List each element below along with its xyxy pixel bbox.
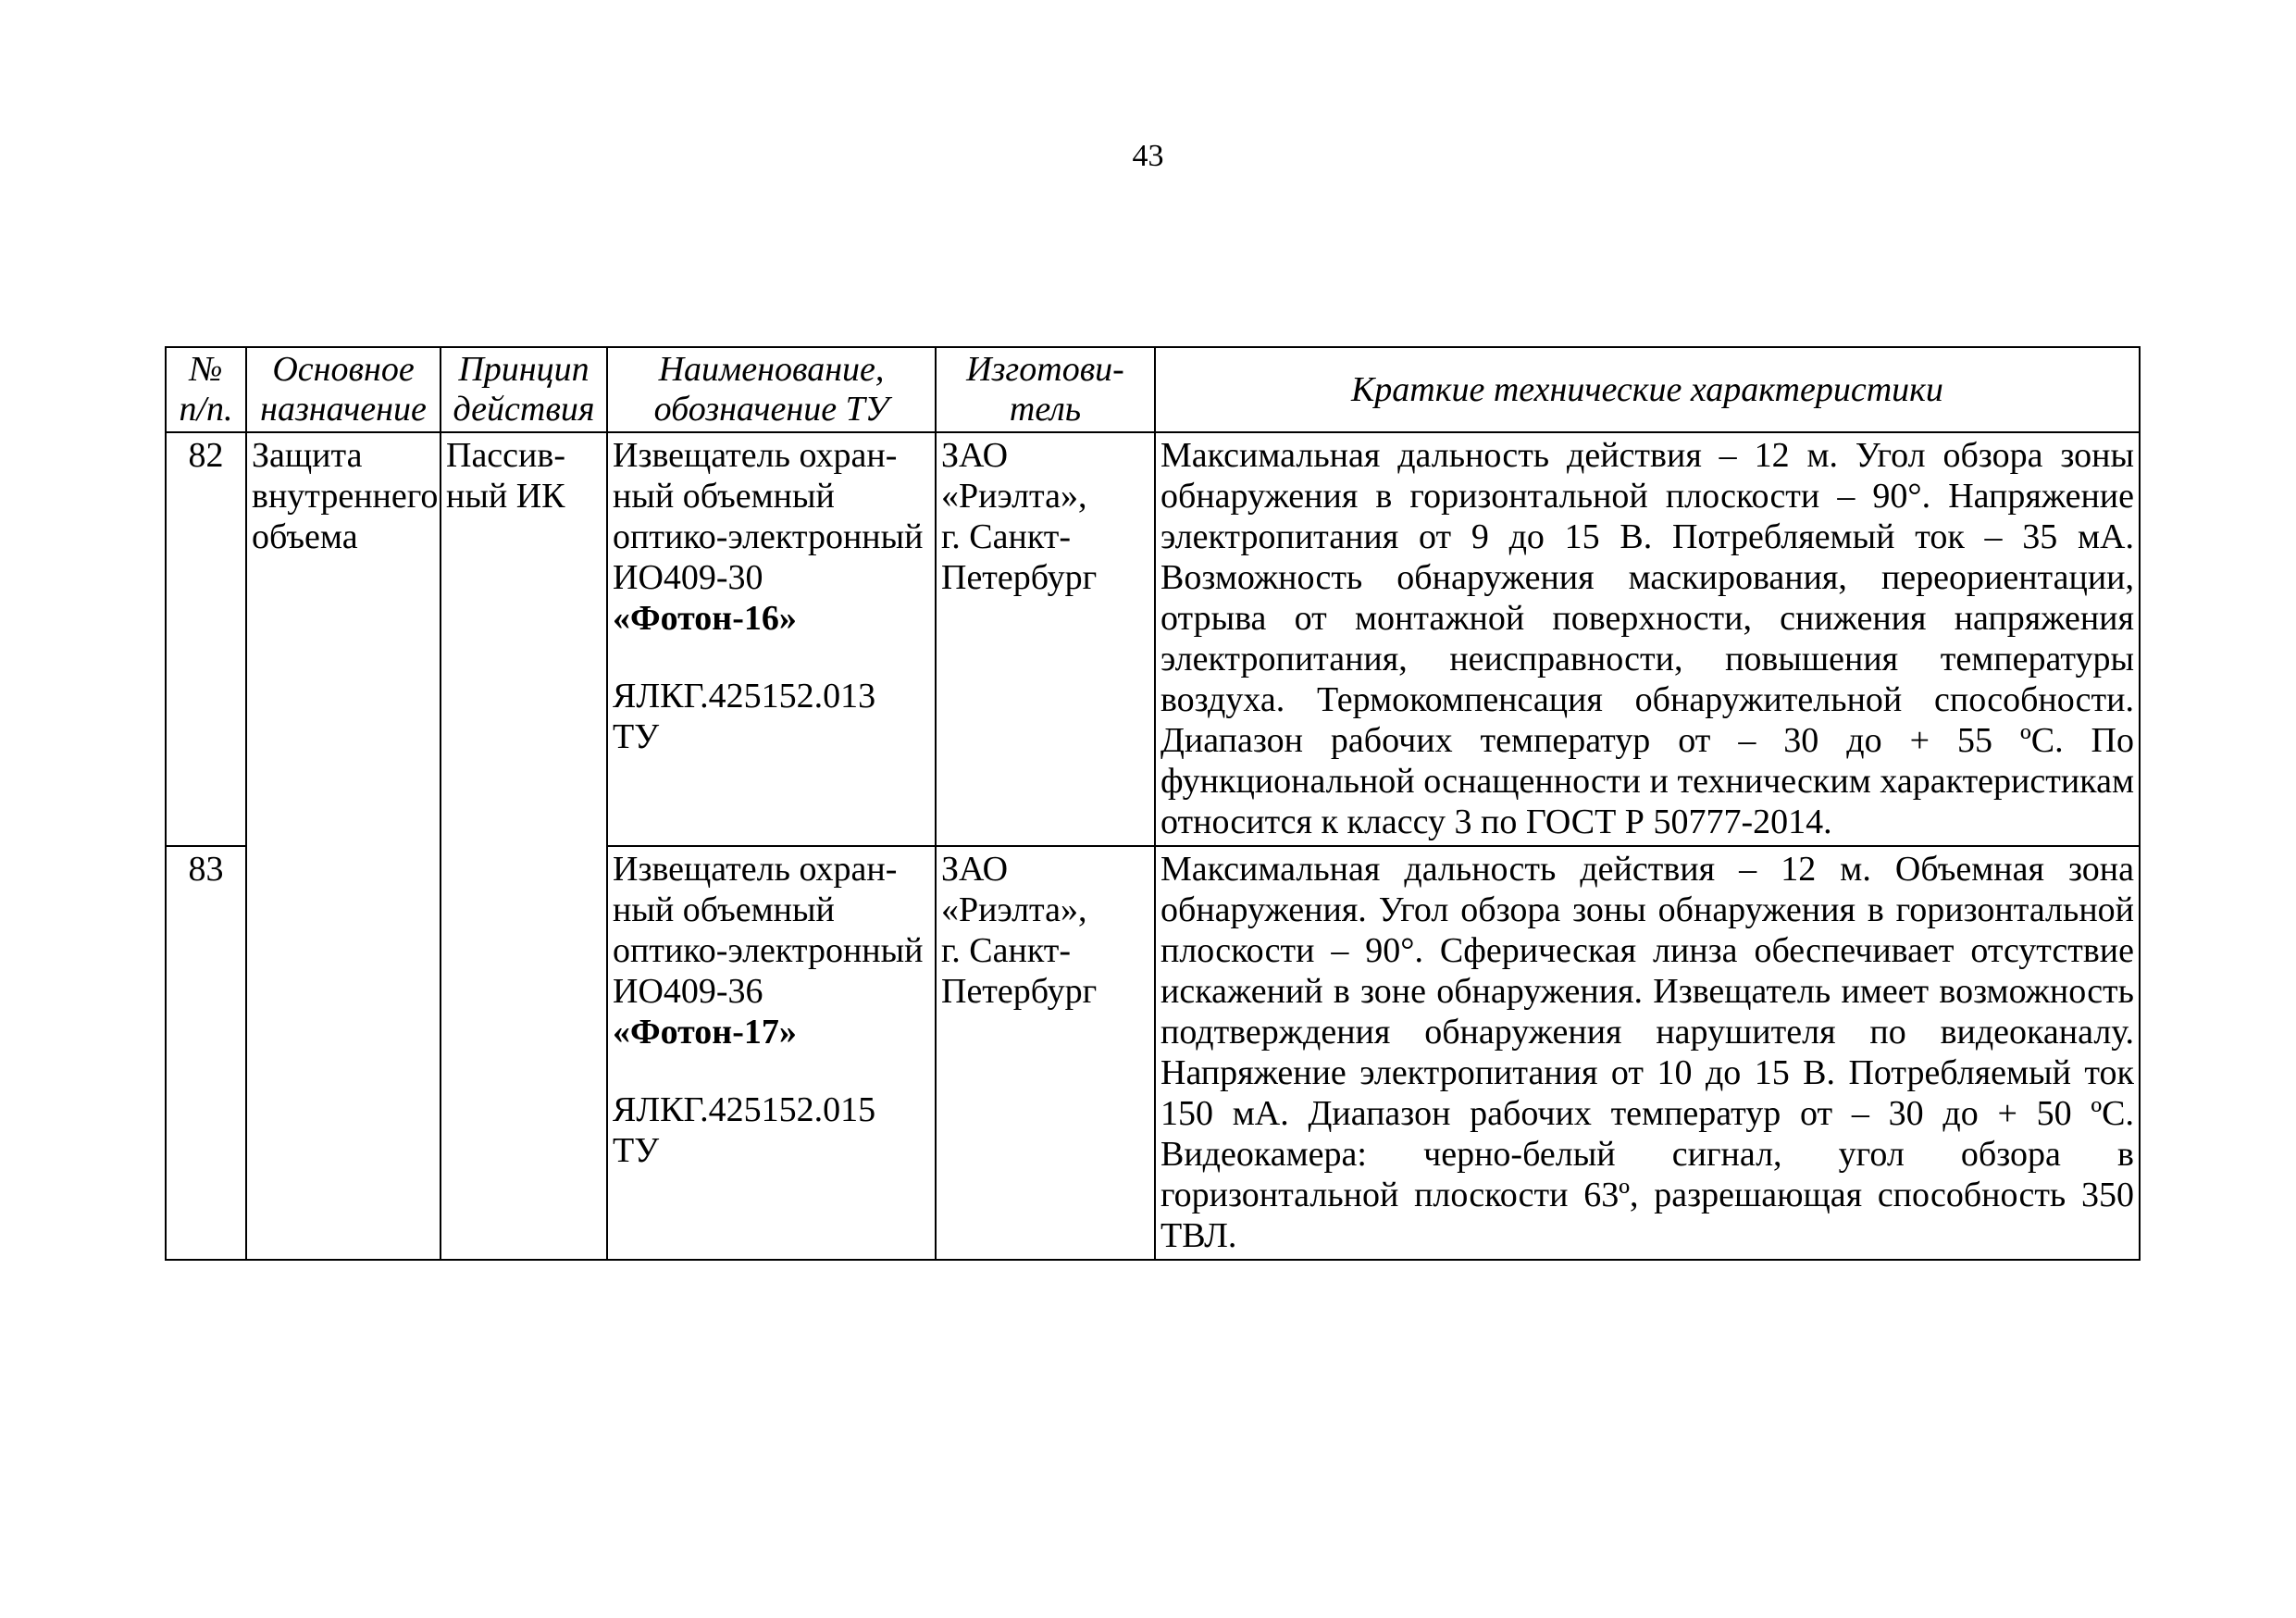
header-purpose: Основное назначение xyxy=(246,347,441,432)
device-name-cell: Извещатель охран- ный объемный оптико-электронный ИО409-30 «Фотон-16» ЯЛКГ.425152.013 ТУ xyxy=(607,432,936,846)
row-number: 83 xyxy=(166,846,246,1260)
manufacturer-cell: ЗАО «Риэлта», г. Санкт- Петербург xyxy=(936,846,1155,1260)
manufacturer-cell: ЗАО «Риэлта», г. Санкт- Петербург xyxy=(936,432,1155,846)
header-maker: Изготови- тель xyxy=(936,347,1155,432)
device-tu: ЯЛКГ.425152.013 ТУ xyxy=(613,677,876,756)
page-number: 43 xyxy=(1132,139,1164,173)
device-model: «Фотон-16» xyxy=(613,599,797,638)
specs-cell: Максимальная дальность действия – 12 м. Объемная зона обнаружения. Угол обзора зоны обнаружения в горизонтальной плоскости – 90°. Сферическая линза обеспечивает отсутствие искажений в зоне обнаружения. Извещатель имеет возможность подтверждения обнаружения нарушителя по видеоканалу. Напряжение электропитания от 10 до 15 В. Потребляемый ток 150 мА. Диапазон рабочих температур от – 30 до + 50 ºС. Видеокамера: черно-белый сигнал, угол обзора в горизонтальной плоскости 63º, разрешающая способность 350 ТВЛ. xyxy=(1155,846,2140,1260)
equipment-table xyxy=(165,346,2141,1261)
row-number: 82 xyxy=(166,432,246,846)
header-principle: Принцип действия xyxy=(441,347,607,432)
device-name-cell: Извещатель охран- ный объемный оптико-электронный ИО409-36 «Фотон-17» ЯЛКГ.425152.015 ТУ xyxy=(607,846,936,1260)
header-name: Наименование, обозначение ТУ xyxy=(607,347,936,432)
table-header-row xyxy=(166,347,2140,432)
principle-cell: Пассив- ный ИК xyxy=(441,432,607,1260)
purpose-cell: Защита внутреннего объема xyxy=(246,432,441,1260)
specs-cell: Максимальная дальность действия – 12 м. Угол обзора зоны обнаружения в горизонтальной плоскости – 90°. Напряжение электропитания от 9 до 15 В. Потребляемый ток – 35 мА. Возможность обнаружения маскирования, переориентации, отрыва от монтажной поверхности, снижения напряжения электропитания, неисправности, повышения температуры воздуха. Термокомпенсация обнаружительной способности. Диапазон рабочих температур от – 30 до + 55 ºС. По функциональной оснащенности и техническим характеристикам относится к классу 3 по ГОСТ Р 50777-2014. xyxy=(1155,432,2140,846)
header-num: № п/п. xyxy=(166,347,246,432)
device-tu: ЯЛКГ.425152.015 ТУ xyxy=(613,1090,876,1170)
header-specs: Краткие технические характеристики xyxy=(1155,347,2140,432)
table-row xyxy=(166,432,2140,846)
device-model: «Фотон-17» xyxy=(613,1013,797,1052)
